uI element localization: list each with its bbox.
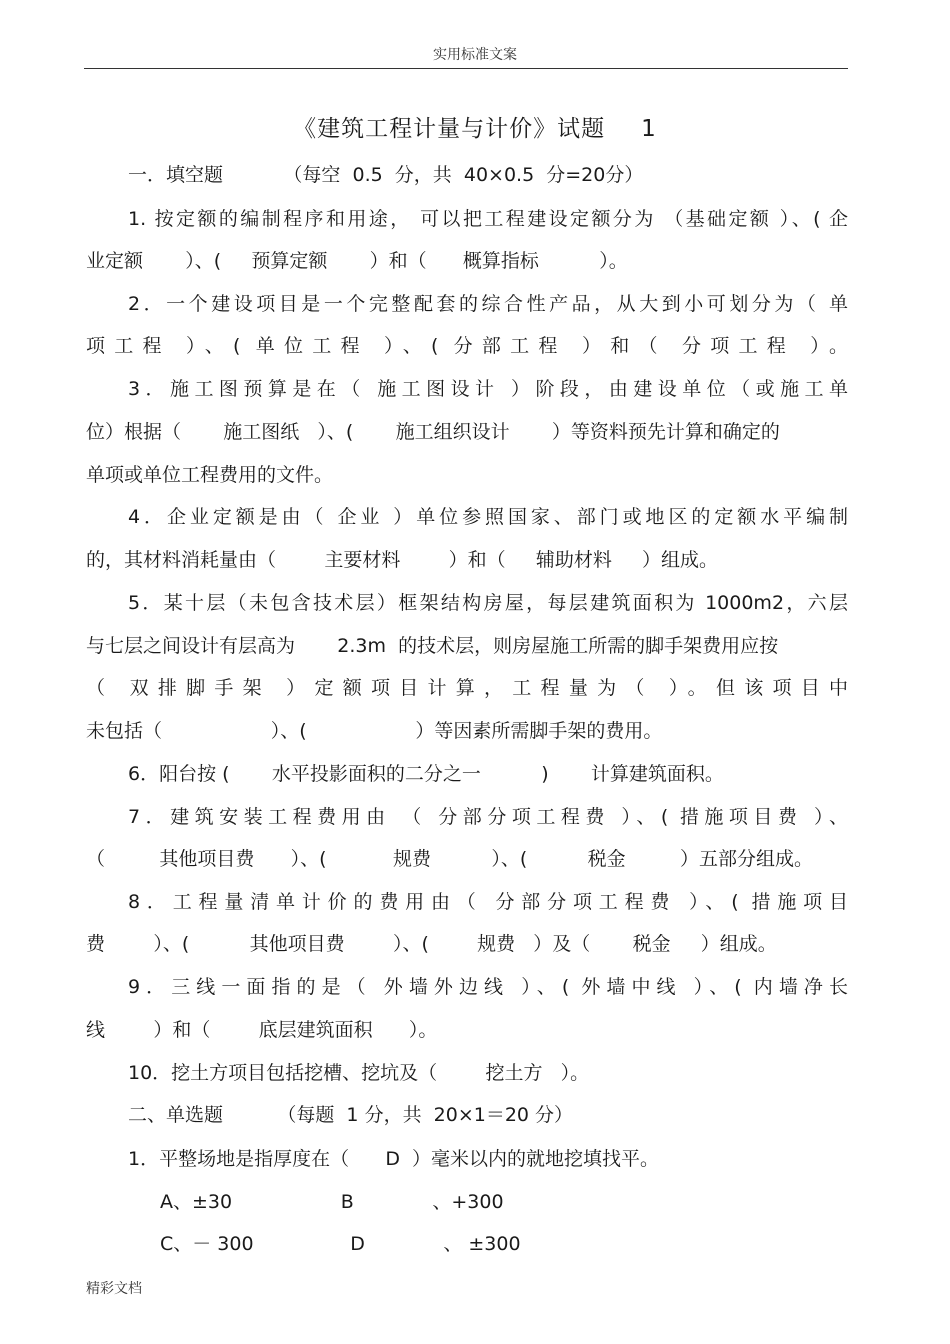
page-header: 实用标准文案 xyxy=(433,47,517,63)
text-line: （ 双排脚手架 ）定额项目计算，工程量为（ ）。但该项目中 xyxy=(86,677,848,699)
text-line: 线 ）和（ 底层建筑面积 ）。 xyxy=(86,1019,438,1041)
text-line: 3．施工图预算是在（ 施工图设计 ）阶段，由建设单位（或施工单 xyxy=(128,378,848,400)
text-line: 7．建筑安装工程费用由 （ 分部分项工程费 ）、( 措施项目费 ）、 xyxy=(128,806,848,828)
text-line: 8．工程量清单计价的费用由（ 分部分项工程费 ）、( 措施项目 xyxy=(128,891,848,913)
section-heading: 一．填空题 （每空 0.5 分，共 40×0.5 分=20分） xyxy=(128,164,644,186)
option-line: A、±30 B 、+300 xyxy=(160,1191,504,1213)
header-rule xyxy=(84,68,848,69)
text-line: 项工程 ）、( 单位工程 ）、( 分部工程 ）和（ 分项工程 ）。 xyxy=(86,335,848,357)
text-line: 4．企业定额是由（ 企业 ）单位参照国家、部门或地区的定额水平编制 xyxy=(128,506,848,528)
text-line: 位）根据（ 施工图纸 ）、( 施工组织设计 ）等资料预先计算和确定的 xyxy=(86,421,780,443)
text-line: 1. 按定额的编制程序和用途， 可以把工程建设定额分为 （基础定额 ）、( 企 xyxy=(128,208,848,230)
text-line: 单项或单位工程费用的文件。 xyxy=(86,464,334,486)
title-number: 1 xyxy=(641,116,657,142)
text-line: 6．阳台按 ( 水平投影面积的二分之一 ) 计算建筑面积。 xyxy=(128,763,724,785)
text-line: 10．挖土方项目包括挖槽、挖坑及（ 挖土方 ）。 xyxy=(128,1062,590,1084)
text-line: 9．三线一面指的是（ 外墙外边线 ）、( 外墙中线 ）、( 内墙净长 xyxy=(128,976,848,998)
text-line: 5．某十层（未包含技术层）框架结构房屋，每层建筑面积为 1000m2，六层 xyxy=(128,592,848,614)
text-line: 的，其材料消耗量由（ 主要材料 ）和（ 辅助材料 ）组成。 xyxy=(86,549,719,571)
title-text: 《建筑工程计量与计价》试题 xyxy=(293,116,606,142)
text-line: 与七层之间设计有层高为 2.3m 的技术层，则房屋施工所需的脚手架费用应按 xyxy=(86,635,779,657)
document-title xyxy=(0,110,950,143)
text-line: 业定额 ）、( 预算定额 ）和（ 概算指标 ）。 xyxy=(86,250,628,272)
section-heading: 二、单选题 （每题 1 分，共 20×1＝20 分） xyxy=(128,1104,574,1126)
text-line: 费 ）、( 其他项目费 ）、( 规费 ）及（ 税金 ）组成。 xyxy=(86,933,777,955)
question-line: 1．平整场地是指厚度在（ D ）毫米以内的就地挖填找平。 xyxy=(128,1148,660,1170)
text-line: 未包括（ ）、( ）等因素所需脚手架的费用。 xyxy=(86,720,663,742)
page-footer: 精彩文档 xyxy=(86,1281,142,1297)
option-line: C、－ 300 D 、 ±300 xyxy=(160,1233,521,1255)
text-line: 2．一个建设项目是一个完整配套的综合性产品，从大到小可划分为（ 单 xyxy=(128,293,848,315)
text-line: （ 其他项目费 ）、( 规费 ）、( 税金 ）五部分组成。 xyxy=(86,848,814,870)
